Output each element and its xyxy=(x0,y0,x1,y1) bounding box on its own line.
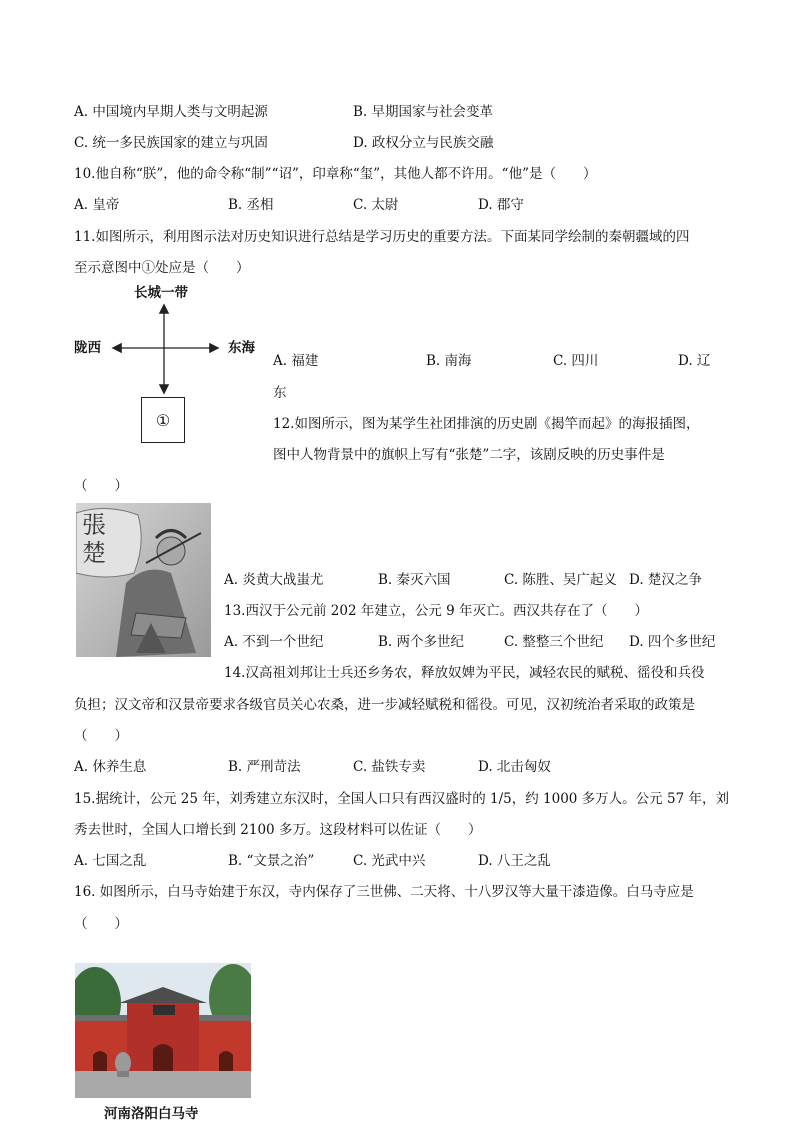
q15-option-a: A. 七国之乱 xyxy=(74,853,147,869)
q13-option-c: C. 整整三个世纪 xyxy=(504,634,604,650)
q15-option-b: B. “文景之治” xyxy=(228,853,315,869)
map-label-west: 陇西 xyxy=(74,340,101,356)
q12-option-b: B. 秦灭六国 xyxy=(378,572,451,588)
q12-answer-paren: （ ） xyxy=(74,478,128,494)
q11-option-c: C. 四川 xyxy=(553,353,599,369)
map-label-south-box: ① xyxy=(141,397,185,443)
q12-option-a: A. 炎黄大战蚩尤 xyxy=(224,572,324,588)
q13-option-b: B. 两个多世纪 xyxy=(378,634,465,650)
q10-option-a: A. 皇帝 xyxy=(74,197,120,213)
q9-option-c: C. 统一多民族国家的建立与巩固 xyxy=(74,135,268,151)
q14-stem-line2: 负担；汉文帝和汉景帝要求各级官员关心农桑，进一步减轻赋税和徭役。可见，汉初统治者采取的政策是 xyxy=(74,697,695,713)
q10-option-b: B. 丞相 xyxy=(228,197,274,213)
q14-option-a: A. 休养生息 xyxy=(74,759,147,775)
q11-stem-line1: 11.如图所示，利用图示法对历史知识进行总结是学习历史的重要方法。下面某同学绘制的秦朝疆域的四 xyxy=(74,229,690,245)
q11-stem-line2: 至示意图中①处应是（ ） xyxy=(74,260,250,276)
q10-option-d: D. 郡守 xyxy=(478,197,524,213)
q12-option-d: D. 楚汉之争 xyxy=(629,572,702,588)
q14-option-b: B. 严刑苛法 xyxy=(228,759,301,775)
q13-option-a: A. 不到一个世纪 xyxy=(224,634,324,650)
q15-option-d: D. 八王之乱 xyxy=(478,853,551,869)
q14-option-d: D. 北击匈奴 xyxy=(478,759,551,775)
flag-text: 張楚 xyxy=(82,511,106,567)
q14-stem-line1: 14.汉高祖刘邦让士兵还乡务农，释放奴婢为平民，减轻农民的赋税、徭役和兵役 xyxy=(224,665,705,681)
q13-stem: 13.西汉于公元前 202 年建立，公元 9 年灭亡。西汉共存在了（ ） xyxy=(224,603,648,619)
map-label-east: 东海 xyxy=(228,340,255,356)
q11-option-b: B. 南海 xyxy=(426,353,472,369)
q12-stem-line1: 12.如图所示，图为某学生社团排演的历史剧《揭竿而起》的海报插图， xyxy=(273,416,700,432)
q12-poster-image xyxy=(76,503,211,657)
q16-answer-paren: （ ） xyxy=(74,916,128,932)
q12-option-c: C. 陈胜、吴广起义 xyxy=(504,572,617,588)
q11-option-d: D. 辽 xyxy=(678,353,711,369)
q10-option-c: C. 太尉 xyxy=(353,197,399,213)
q11-option-d-wrap: 东 xyxy=(273,385,287,401)
q9-option-d: D. 政权分立与民族交融 xyxy=(353,135,494,151)
q16-temple-photo xyxy=(75,963,251,1098)
q14-answer-paren: （ ） xyxy=(74,728,128,744)
q13-option-d: D. 四个多世纪 xyxy=(629,634,716,650)
q12-stem-line2: 图中人物背景中的旗帜上写有“张楚”二字，该剧反映的历史事件是 xyxy=(273,447,665,463)
q15-option-c: C. 光武中兴 xyxy=(353,853,426,869)
compass-arrows xyxy=(100,300,230,400)
map-label-north: 长城一带 xyxy=(134,285,188,301)
q9-option-b: B. 早期国家与社会变革 xyxy=(353,104,494,120)
q15-stem-line1: 15.据统计，公元 25 年，刘秀建立东汉时，全国人口只有西汉盛时的 1/5，约 1000 多万人。公元 57 年，刘 xyxy=(74,791,729,807)
q9-option-a: A. 中国境内早期人类与文明起源 xyxy=(74,104,268,120)
q16-stem-line1: 16. 如图所示，白马寺始建于东汉，寺内保存了三世佛、二天将、十八罗汉等大量干漆造像。白马寺应是 xyxy=(74,884,694,900)
q10-stem: 10.他自称“朕”，他的命令称“制”“诏”，印章称“玺”，其他人都不许用。“他”是（ ） xyxy=(74,166,597,182)
q11-option-a: A. 福建 xyxy=(273,353,319,369)
q14-option-c: C. 盐铁专卖 xyxy=(353,759,426,775)
q16-photo-caption: 河南洛阳白马寺 xyxy=(104,1106,199,1122)
q15-stem-line2: 秀去世时，全国人口增长到 2100 多万。这段材料可以佐证（ ） xyxy=(74,822,482,838)
